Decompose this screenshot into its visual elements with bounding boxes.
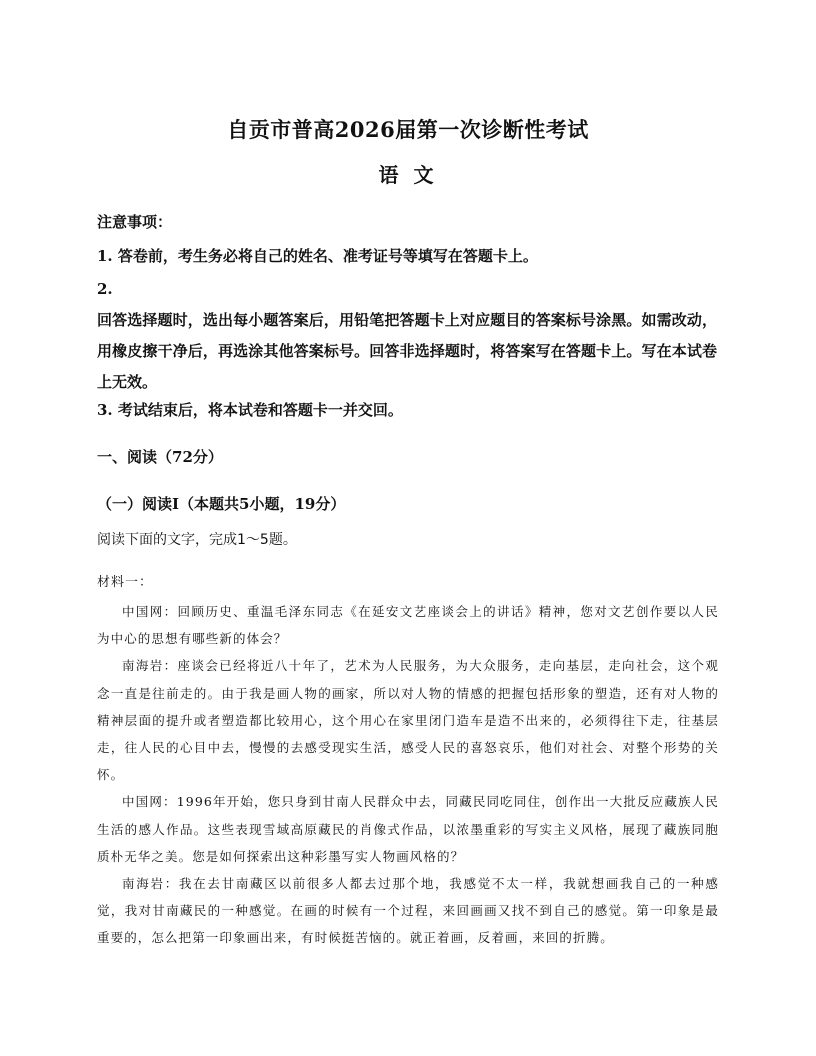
passage-paragraph: 中国网：1996年开始，您只身到甘南人民群众中去，同藏民同吃同住，创作出一大批反应藏族人民生活的感人作品。这些表现雪域高原藏民的肖像式作品，以浓墨重彩的写实主义风格，展现了藏族同胞质朴无华之美。您是如何探索出这种彩墨写实人物画风格的？ bbox=[97, 794, 719, 864]
passage-paragraph: 南海岩：座谈会已经将近八十年了，艺术为人民服务，为大众服务，走向基层，走向社会，这个观念一直是往前走的。由于我是画人物的画家，所以对人物的情感的把握包括形象的塑造，还有对人物的精神层面的提升或者塑造都比较用心，这个用心在家里闭门造车是造不出来的，必须得往下走，往基层走，往人民的心目中去，慢慢的去感受现实生活，感受人民的喜怒哀乐，他们对社会、对整个形势的关怀。 bbox=[97, 658, 719, 783]
note-item-3: 3. 考试结束后，将本试卷和答题卡一并交回。 bbox=[97, 401, 403, 419]
section-subtitle: （一）阅读Ⅰ（本题共5小题，19分） bbox=[97, 495, 346, 513]
note-item-2-number: 2. bbox=[97, 280, 113, 298]
passage-paragraph: 中国网：回顾历史、重温毛泽东同志《在延安文艺座谈会上的讲话》精神，您对文艺创作要以人民为中心的思想有哪些新的体会？ bbox=[97, 604, 719, 647]
reading-instruction: 阅读下面的文字，完成1～5题。 bbox=[97, 532, 297, 548]
note-item-1: 1. 答卷前，考生务必将自己的姓名、准考证号等填写在答题卡上。 bbox=[97, 247, 538, 265]
subject-title: 语 文 bbox=[378, 163, 438, 187]
passage-paragraph: 南海岩：我在去甘南藏区以前很多人都去过那个地，我感觉不太一样，我就想画我自己的一种感觉，我对甘南藏民的一种感觉。在画的时候有一个过程，来回画画又找不到自己的感觉。第一印象是最重要的，怎么把第一印象画出来，有时候挺苦恼的。就正着画，反着画，来回的折腾。 bbox=[97, 876, 719, 946]
reading-passage bbox=[97, 598, 719, 952]
note-item-2-text: 回答选择题时，选出每小题答案后，用铅笔把答题卡上对应题目的答案标号涂黑。如需改动，用橡皮擦干净后，再选涂其他答案标号。回答非选择题时，将答案写在答题卡上。写在本试卷上无效。 bbox=[97, 311, 717, 391]
notes-heading: 注意事项： bbox=[97, 213, 173, 231]
section-title: 一、阅读（72分） bbox=[97, 448, 223, 466]
material-label: 材料一： bbox=[97, 575, 154, 590]
exam-title: 自贡市普高2026届第一次诊断性考试 bbox=[227, 117, 589, 142]
